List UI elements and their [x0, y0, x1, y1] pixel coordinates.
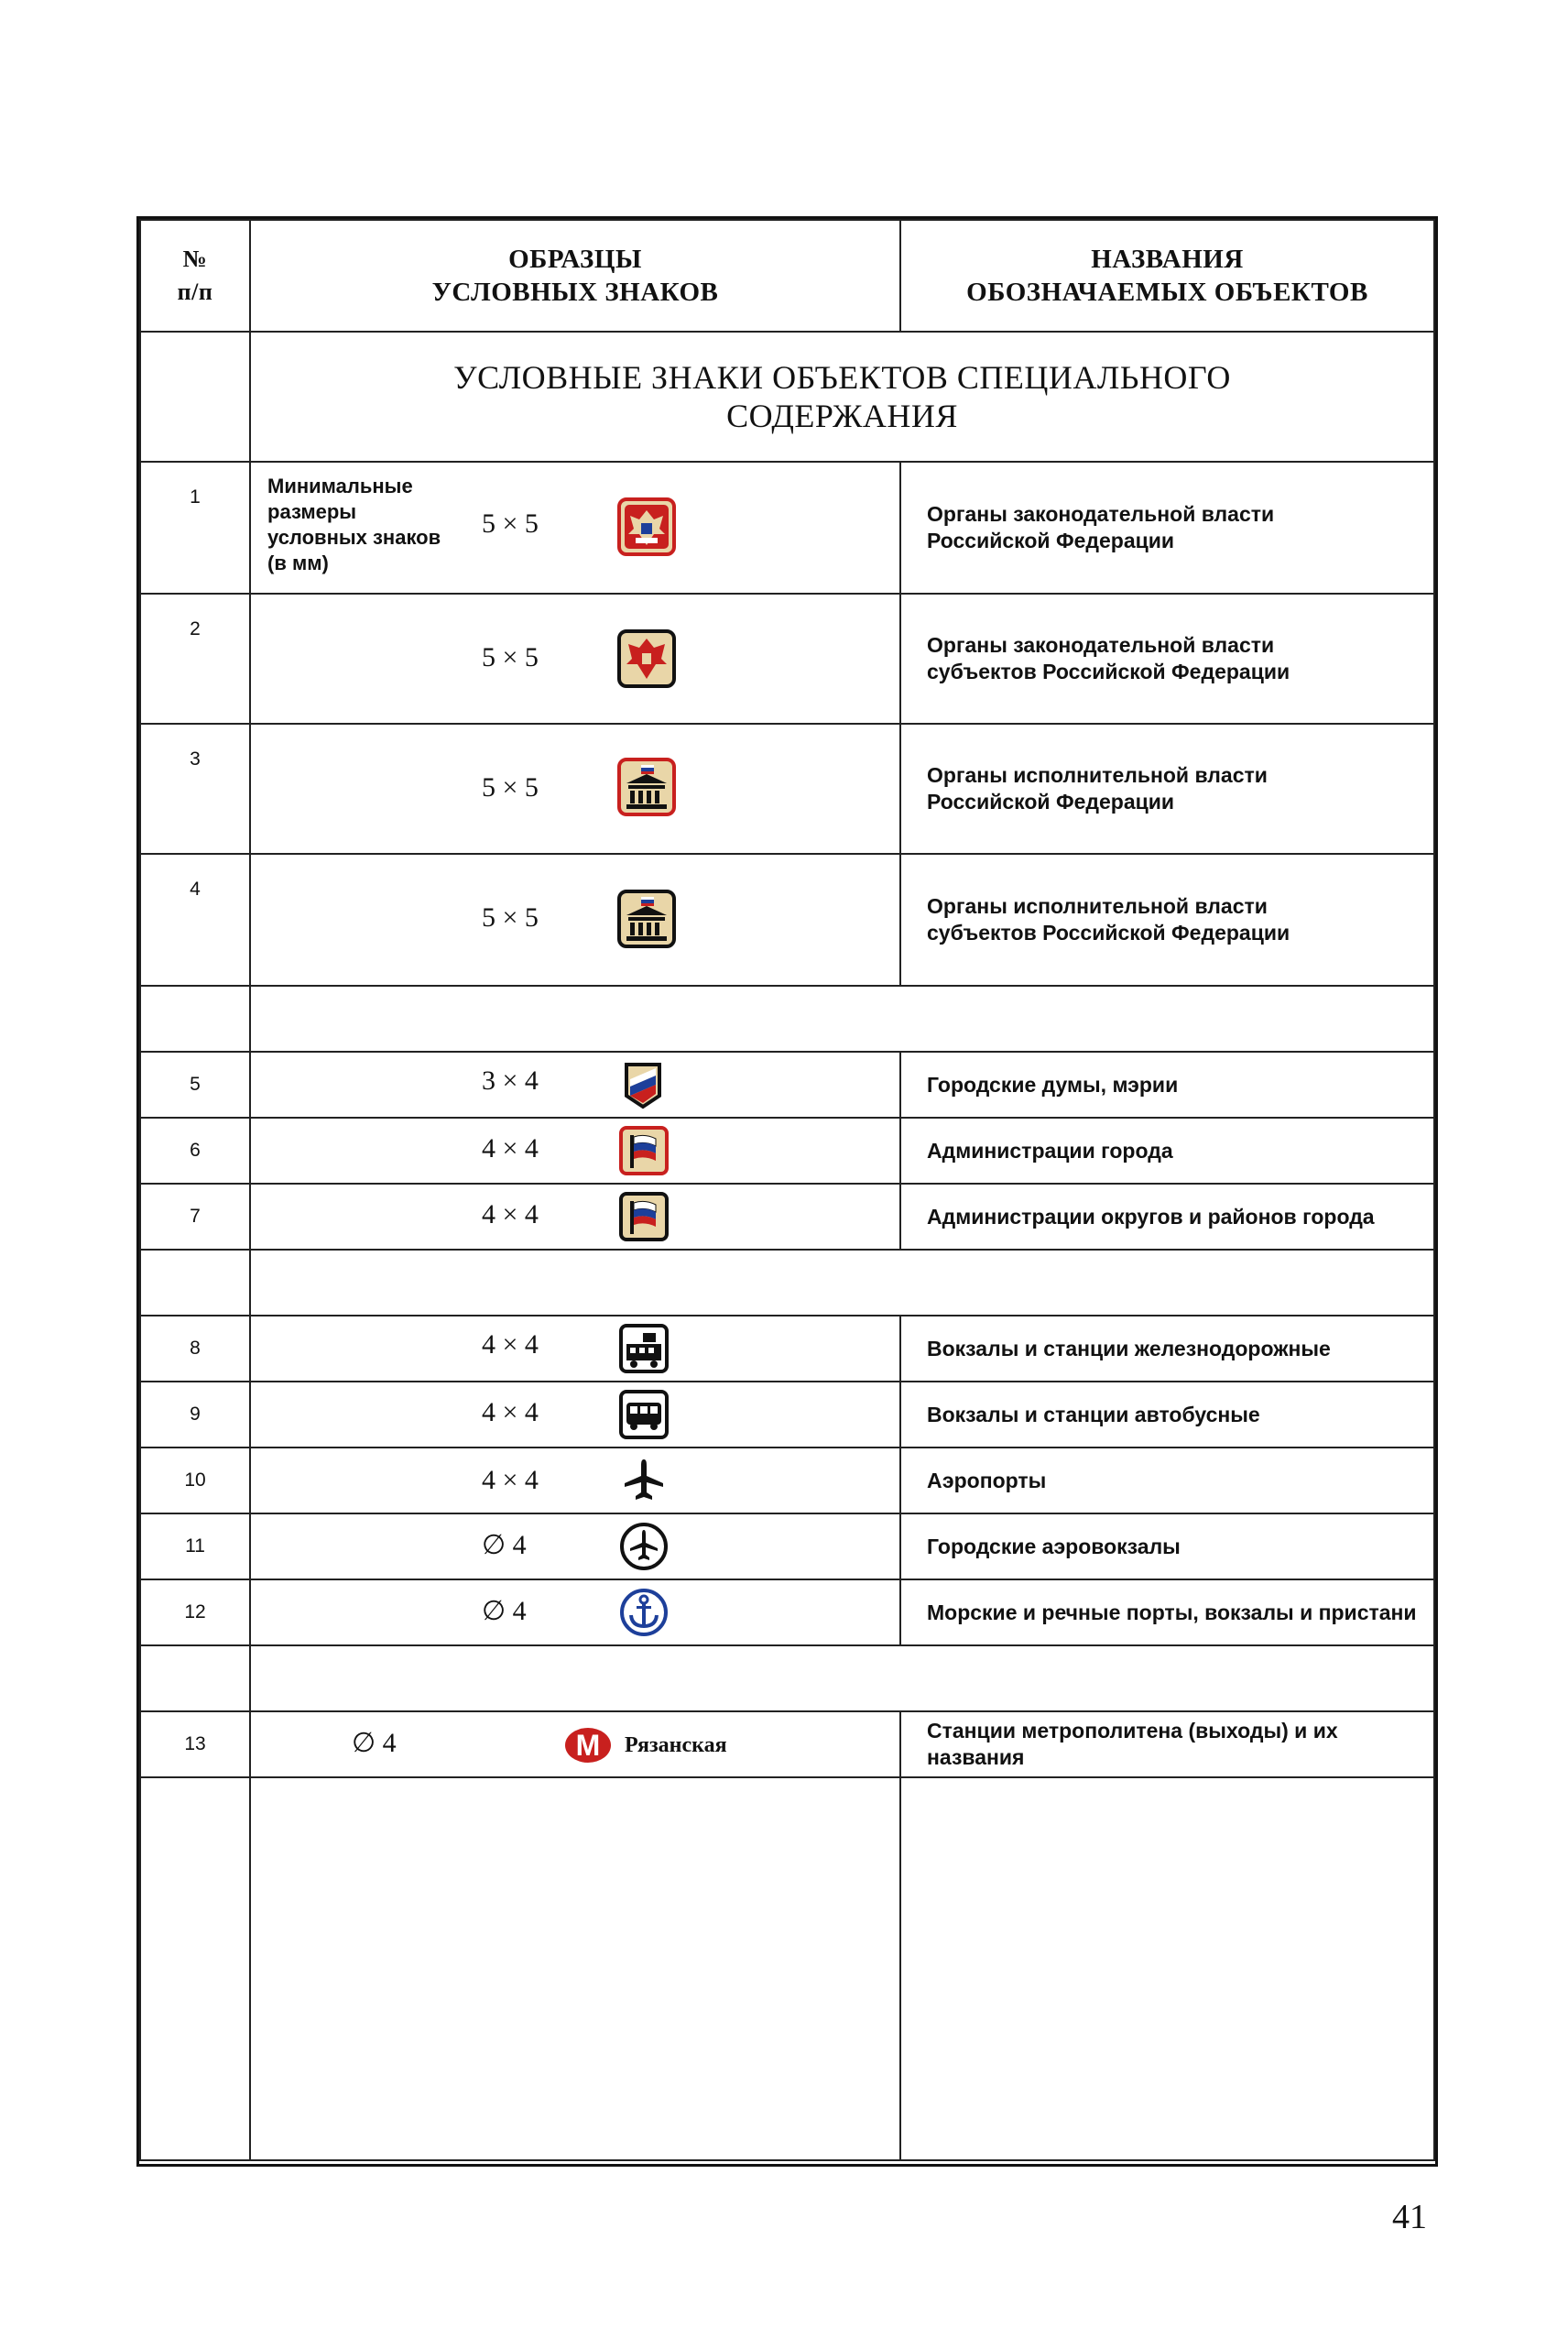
size-label: 5 × 5	[482, 902, 539, 933]
row-number: 9	[140, 1382, 250, 1448]
table-row	[140, 1382, 1434, 1448]
sample-cell	[250, 1052, 900, 1118]
row-number: 4	[140, 854, 250, 986]
size-label: 4 × 4	[482, 1397, 539, 1427]
description-cell: Вокзалы и станции железнодорожные	[900, 1316, 1434, 1382]
sample-cell	[250, 1118, 900, 1184]
description-cell: Городские думы, мэрии	[900, 1052, 1434, 1118]
size-label: 4 × 4	[482, 1133, 539, 1164]
sample-cell	[250, 854, 900, 986]
sample-cell	[250, 1513, 900, 1579]
spacer-row	[140, 986, 1434, 1052]
table-row	[140, 594, 1434, 724]
description-cell: Аэропорты	[900, 1448, 1434, 1513]
metro-letter: M	[575, 1729, 601, 1762]
airport-plane-icon	[621, 1458, 667, 1508]
table-row	[140, 854, 1434, 986]
min-size-label: Минимальные размеры условных знаков (в мм)	[267, 475, 441, 574]
sample-cell	[250, 1448, 900, 1513]
railway-station-icon	[619, 1324, 669, 1378]
table-row	[140, 1448, 1434, 1513]
city-administration-flag-icon	[619, 1126, 669, 1180]
description-cell: Станции метрополитена (выходы) и их названия	[900, 1711, 1434, 1777]
table-row	[140, 1711, 1434, 1777]
federal-executive-building-icon	[617, 758, 676, 821]
description-cell: Органы законодательной власти Российской Федерации	[900, 462, 1434, 594]
header-samples: ОБРАЗЦЫ УСЛОВНЫХ ЗНАКОВ	[250, 220, 900, 332]
metro-station-sample	[564, 1727, 727, 1764]
row-number: 8	[140, 1316, 250, 1382]
sample-cell	[250, 462, 900, 594]
metro-station-icon	[564, 1727, 612, 1764]
legend-table	[139, 219, 1435, 2161]
metro-station-name: Рязанская	[625, 1732, 727, 1757]
description-cell: Морские и речные порты, вокзалы и пристани	[900, 1579, 1434, 1645]
header-number: № п/п	[140, 220, 250, 332]
table-row	[140, 1184, 1434, 1250]
size-label: ∅ 4	[482, 1596, 527, 1626]
city-air-terminal-icon	[619, 1522, 669, 1576]
size-label: 5 × 5	[482, 508, 539, 539]
size-label: ∅ 4	[352, 1728, 397, 1758]
page-number: 41	[1392, 2198, 1427, 2236]
size-label: ∅ 4	[482, 1530, 527, 1560]
section-title: УСЛОВНЫЕ ЗНАКИ ОБЪЕКТОВ СПЕЦИАЛЬНОГО СОДЕРЖАНИЯ	[250, 332, 1434, 462]
header-names: НАЗВАНИЯ ОБОЗНАЧАЕМЫХ ОБЪЕКТОВ	[900, 220, 1434, 332]
table-row	[140, 462, 1434, 594]
regional-executive-building-icon	[617, 890, 676, 953]
table-row	[140, 1513, 1434, 1579]
description-cell: Городские аэровокзалы	[900, 1513, 1434, 1579]
federal-legislative-emblem-icon	[617, 497, 676, 561]
table-row	[140, 1316, 1434, 1382]
description-cell: Органы исполнительной власти Российской Федерации	[900, 724, 1434, 854]
row-number: 1	[140, 462, 250, 594]
table-row	[140, 724, 1434, 854]
size-label: 4 × 4	[482, 1329, 539, 1360]
description-cell: Органы исполнительной власти субъектов Российской Федерации	[900, 854, 1434, 986]
table-row	[140, 1052, 1434, 1118]
port-anchor-icon	[619, 1588, 669, 1642]
size-label: 5 × 5	[482, 642, 539, 672]
header-row	[140, 220, 1434, 332]
sample-cell	[250, 1184, 900, 1250]
size-label: 4 × 4	[482, 1199, 539, 1229]
sample-cell	[250, 724, 900, 854]
city-duma-shield-icon	[623, 1061, 663, 1115]
bus-station-icon	[619, 1390, 669, 1444]
size-label: 3 × 4	[482, 1065, 539, 1096]
sample-cell	[250, 1711, 900, 1777]
section-row	[140, 332, 1434, 462]
description-cell: Вокзалы и станции автобусные	[900, 1382, 1434, 1448]
row-number: 7	[140, 1184, 250, 1250]
row-number: 5	[140, 1052, 250, 1118]
table-row	[140, 1579, 1434, 1645]
description-cell: Администрации города	[900, 1118, 1434, 1184]
sample-cell	[250, 1579, 900, 1645]
row-number: 13	[140, 1711, 250, 1777]
size-label: 5 × 5	[482, 772, 539, 803]
sample-cell	[250, 1316, 900, 1382]
district-administration-flag-icon	[619, 1192, 669, 1246]
spacer-row	[140, 1250, 1434, 1316]
row-number: 2	[140, 594, 250, 724]
empty-row	[140, 1777, 1434, 2160]
row-number: 10	[140, 1448, 250, 1513]
row-number: 3	[140, 724, 250, 854]
regional-legislative-emblem-icon	[617, 629, 676, 693]
table-row	[140, 1118, 1434, 1184]
sample-cell	[250, 594, 900, 724]
row-number: 6	[140, 1118, 250, 1184]
row-number: 12	[140, 1579, 250, 1645]
description-cell: Органы законодательной власти субъектов Российской Федерации	[900, 594, 1434, 724]
spacer-row	[140, 1645, 1434, 1711]
description-cell: Администрации округов и районов города	[900, 1184, 1434, 1250]
size-label: 4 × 4	[482, 1465, 539, 1495]
row-number: 11	[140, 1513, 250, 1579]
legend-table-frame	[136, 216, 1438, 2167]
sample-cell	[250, 1382, 900, 1448]
